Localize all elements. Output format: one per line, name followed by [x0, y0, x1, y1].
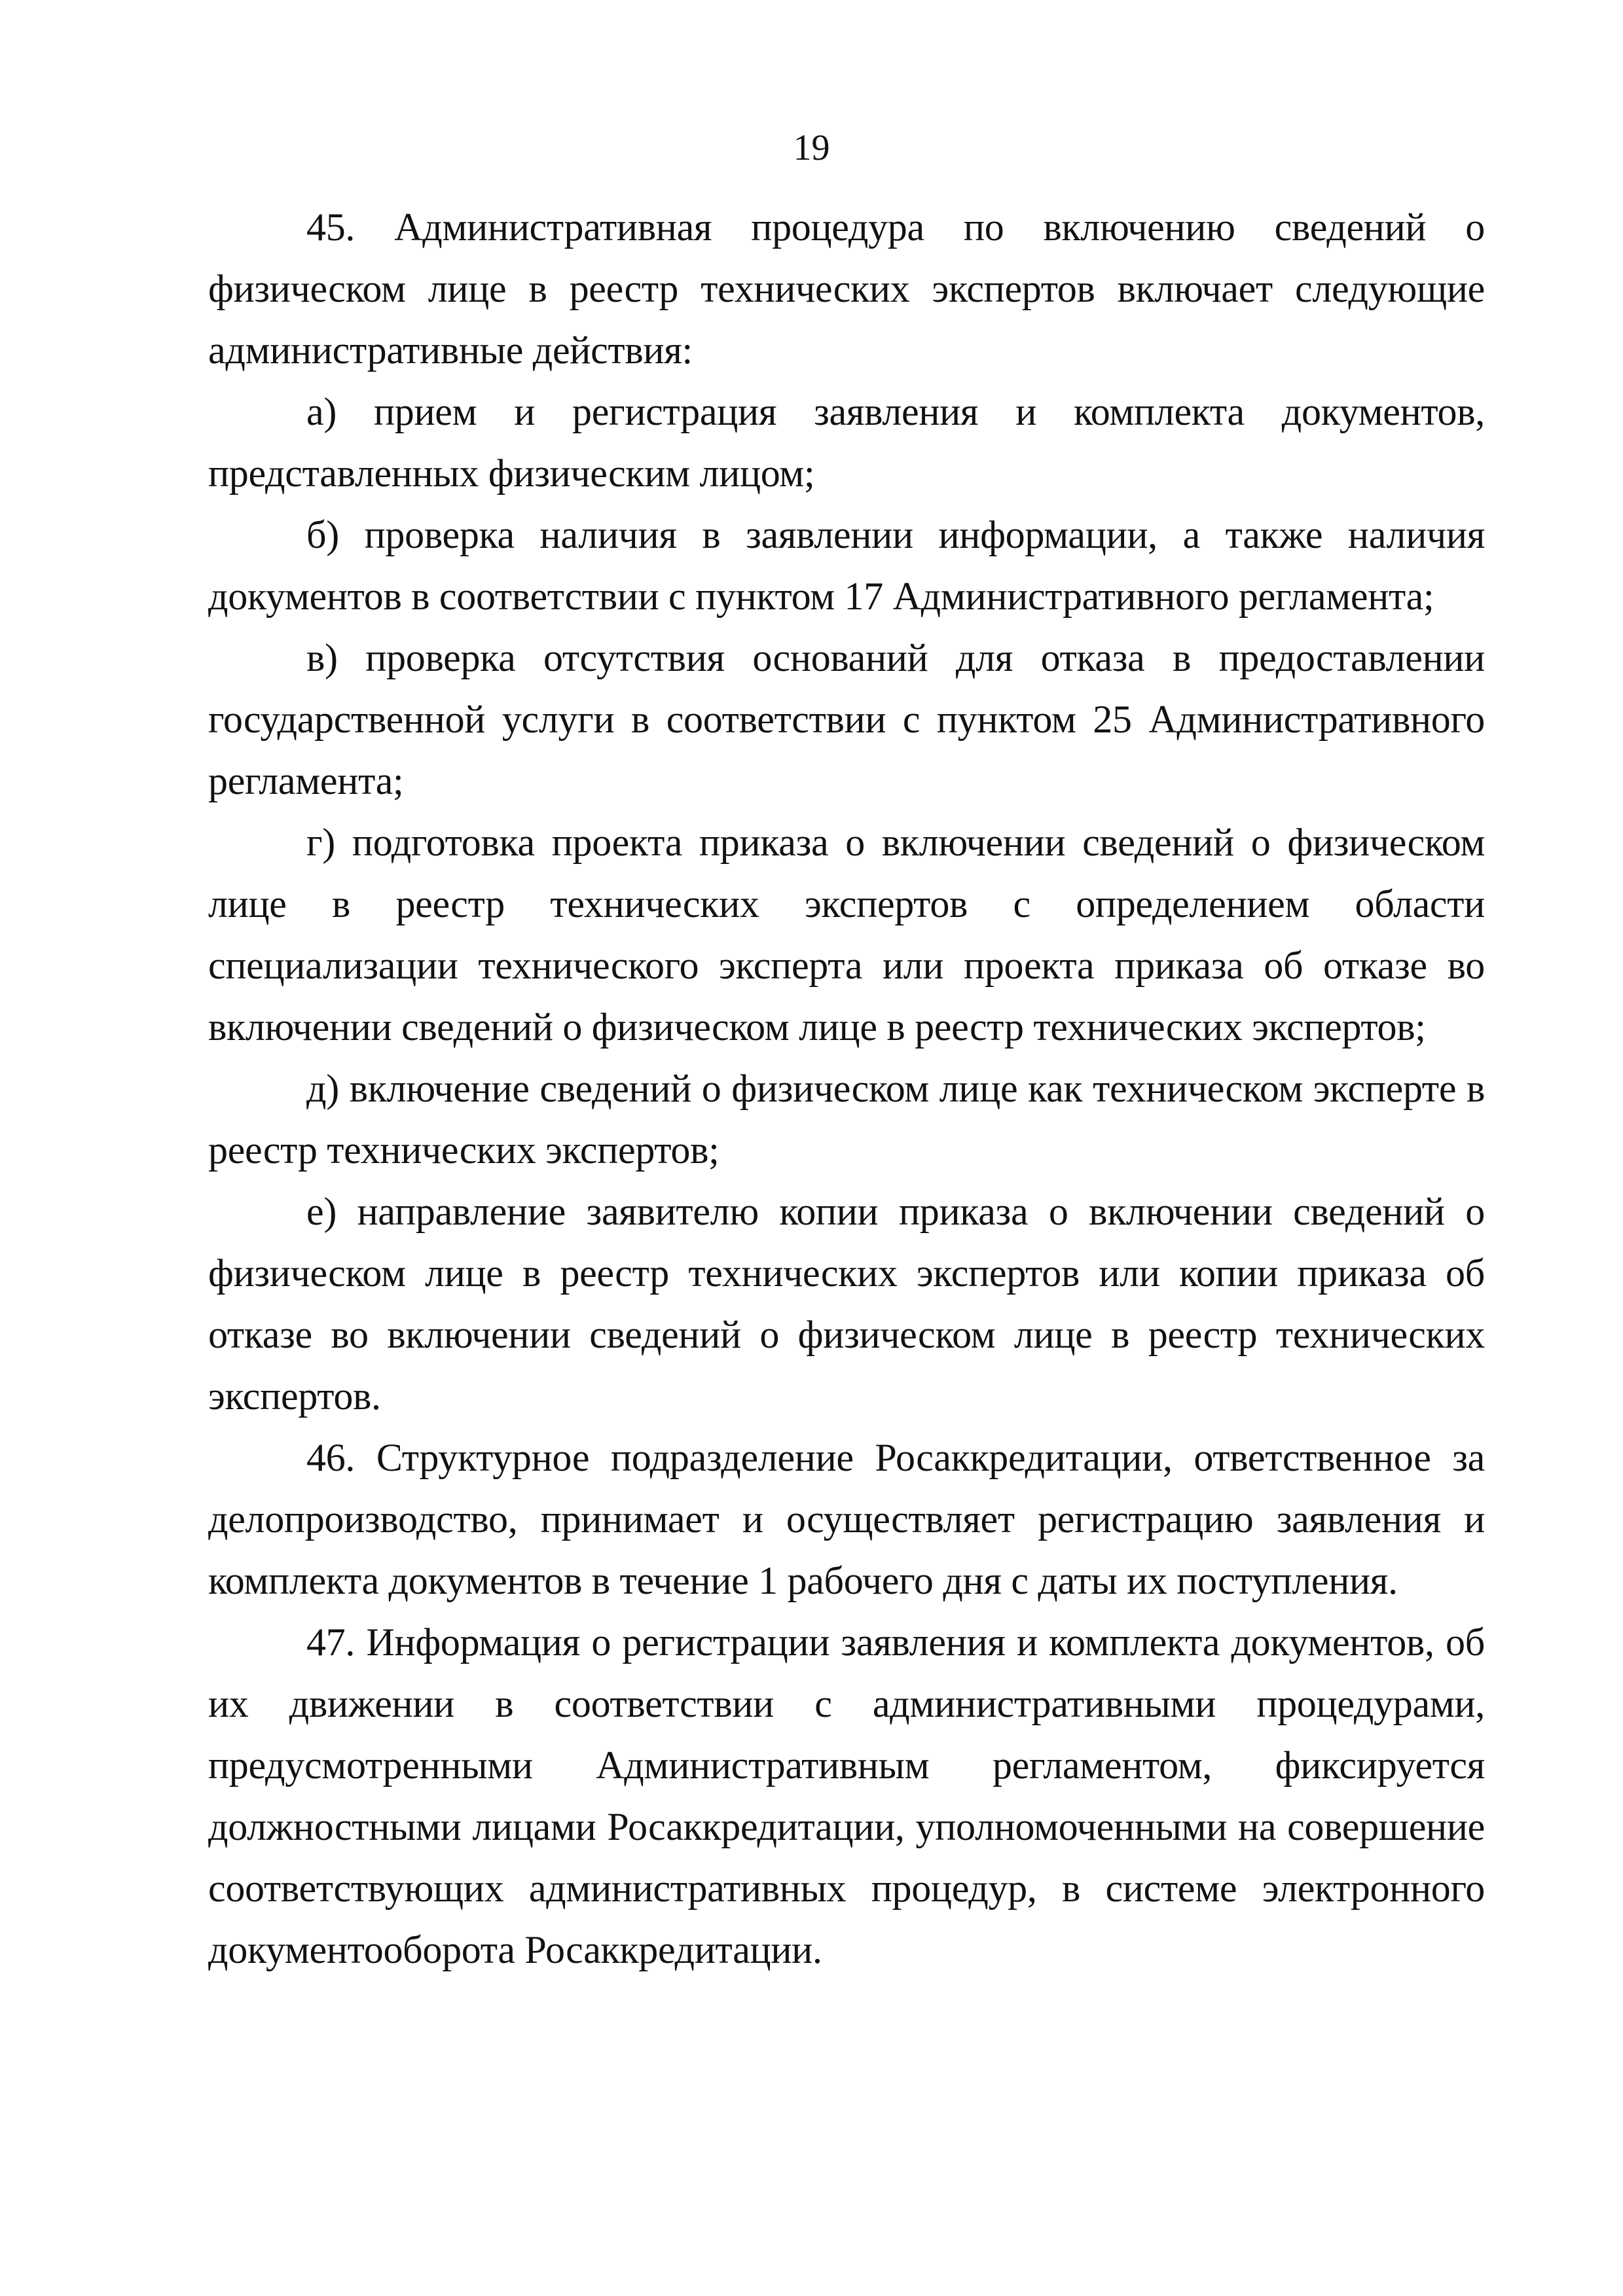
list-item-a: а) прием и регистрация заявления и комплекта документов, представленных физическим лицом; — [208, 390, 1485, 495]
list-item-d: д) включение сведений о физическом лице как техническом эксперте в реестр технических экспертов; — [208, 1067, 1485, 1172]
list-item-b: б) проверка наличия в заявлении информации, а также наличия документов в соответствии с пунктом 17 Административного регламента; — [208, 513, 1485, 618]
document-body — [208, 196, 1485, 1981]
list-item-e: е) направление заявителю копии приказа о включении сведений о физическом лице в реестр технических экспертов или копии приказа об отказе во включении сведений о физическом лице в реестр технических экспертов. — [208, 1190, 1485, 1418]
page-number: 19 — [793, 128, 830, 168]
paragraph-45: 45. Административная процедура по включению сведений о физическом лице в реестр технических экспертов включает следующие административные действия: — [208, 206, 1485, 372]
paragraph-46: 46. Структурное подразделение Росаккредитации, ответственное за делопроизводство, принимает и осуществляет регистрацию заявления и комплекта документов в течение 1 рабочего дня с даты их поступления. — [208, 1436, 1485, 1602]
list-item-g: г) подготовка проекта приказа о включении сведений о физическом лице в реестр технических экспертов с определением области специализации технического эксперта или проекта приказа об отказе во включении сведений о физическом лице в реестр технических экспертов; — [208, 821, 1485, 1049]
paragraph-47: 47. Информация о регистрации заявления и комплекта документов, об их движении в соответствии с административными процедурами, предусмотренными Административным регламентом, фиксируется должностными лицами Росаккредитации, уполномоченными на совершение соответствующих административных процедур, в системе электронного документооборота Росаккредитации. — [208, 1621, 1485, 1971]
list-item-v: в) проверка отсутствия оснований для отказа в предоставлении государственной услуги в соответствии с пунктом 25 Административного регламента; — [208, 636, 1485, 802]
